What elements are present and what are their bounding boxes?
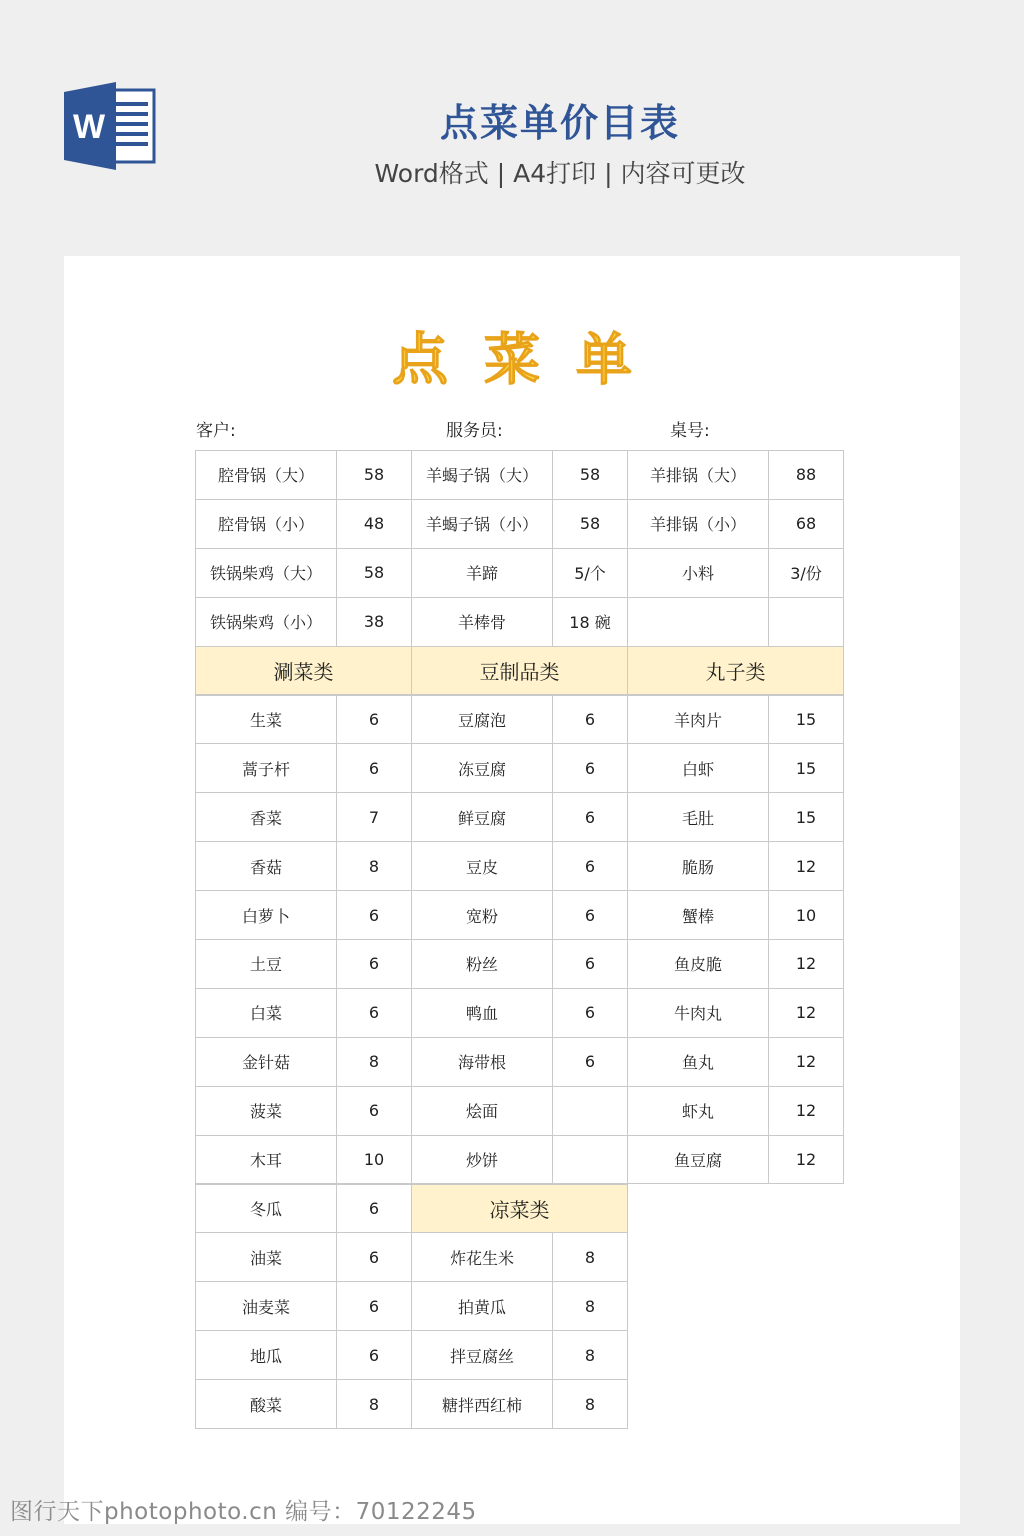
price-cell: 12	[768, 1037, 844, 1087]
item-cell: 白萝卜	[195, 890, 337, 940]
price-cell: 8	[552, 1281, 628, 1331]
item-cell: 羊排锅（大）	[627, 450, 769, 500]
item-cell: 羊蹄	[411, 548, 553, 598]
item-cell: 小料	[627, 548, 769, 598]
item-cell: 炒饼	[411, 1135, 553, 1185]
item-cell: 腔骨锅（小）	[195, 499, 337, 549]
item-cell: 脆肠	[627, 841, 769, 891]
price-cell: 12	[768, 1086, 844, 1136]
price-cell: 8	[336, 841, 412, 891]
price-cell: 58	[552, 499, 628, 549]
price-cell: 8	[552, 1330, 628, 1380]
price-cell: 8	[552, 1232, 628, 1282]
item-cell: 土豆	[195, 939, 337, 989]
price-cell: 6	[336, 1184, 412, 1234]
price-cell: 6	[336, 890, 412, 940]
price-cell: 12	[768, 1135, 844, 1185]
word-logo-icon	[64, 82, 156, 170]
item-cell: 铁锅柴鸡（大）	[195, 548, 337, 598]
item-cell: 白菜	[195, 988, 337, 1038]
price-cell: 6	[336, 1086, 412, 1136]
price-cell	[552, 1135, 628, 1185]
item-cell: 白虾	[627, 743, 769, 793]
item-cell: 木耳	[195, 1135, 337, 1185]
document-page	[64, 256, 960, 1524]
price-cell: 6	[336, 939, 412, 989]
price-cell: 48	[336, 499, 412, 549]
price-cell: 18 碗	[552, 597, 628, 647]
item-cell: 鱼豆腐	[627, 1135, 769, 1185]
item-cell: 油麦菜	[195, 1281, 337, 1331]
price-cell: 6	[552, 792, 628, 842]
menu-title: 点菜单	[392, 327, 668, 393]
waiter-field-label: 服务员:	[446, 421, 503, 441]
item-cell: 腔骨锅（大）	[195, 450, 337, 500]
item-cell: 海带根	[411, 1037, 553, 1087]
section-header: 豆制品类	[411, 646, 628, 696]
page-subtitle: Word格式 | A4打印 | 内容可更改	[374, 159, 746, 188]
item-cell: 酸菜	[195, 1379, 337, 1429]
section-header: 凉菜类	[411, 1184, 628, 1234]
item-cell: 油菜	[195, 1232, 337, 1282]
price-cell: 6	[336, 1232, 412, 1282]
item-cell: 香菜	[195, 792, 337, 842]
price-cell: 15	[768, 792, 844, 842]
price-cell: 7	[336, 792, 412, 842]
item-cell: 蒿子杆	[195, 743, 337, 793]
item-cell: 冬瓜	[195, 1184, 337, 1234]
price-cell: 6	[336, 988, 412, 1038]
price-cell: 10	[336, 1135, 412, 1185]
price-cell: 6	[552, 743, 628, 793]
price-cell: 8	[336, 1379, 412, 1429]
item-cell: 生菜	[195, 695, 337, 745]
item-cell: 毛肚	[627, 792, 769, 842]
item-cell: 虾丸	[627, 1086, 769, 1136]
price-cell: 8	[552, 1379, 628, 1429]
price-cell	[552, 1086, 628, 1136]
price-cell: 6	[336, 743, 412, 793]
price-cell: 12	[768, 939, 844, 989]
table-number-field-label: 桌号:	[670, 421, 710, 441]
item-cell: 牛肉丸	[627, 988, 769, 1038]
price-cell: 6	[336, 695, 412, 745]
item-cell: 鱼皮脆	[627, 939, 769, 989]
item-cell: 糖拌西红柿	[411, 1379, 553, 1429]
item-cell: 烩面	[411, 1086, 553, 1136]
price-cell: 88	[768, 450, 844, 500]
price-cell: 6	[552, 890, 628, 940]
price-cell: 38	[336, 597, 412, 647]
price-cell: 12	[768, 841, 844, 891]
price-cell	[768, 597, 844, 647]
price-cell: 3/份	[768, 548, 844, 598]
section-header: 涮菜类	[195, 646, 412, 696]
price-cell: 68	[768, 499, 844, 549]
item-cell: 拍黄瓜	[411, 1281, 553, 1331]
price-cell: 6	[552, 1037, 628, 1087]
item-cell: 羊棒骨	[411, 597, 553, 647]
price-cell: 6	[552, 939, 628, 989]
item-cell: 鸭血	[411, 988, 553, 1038]
section-header: 丸子类	[627, 646, 844, 696]
item-cell: 金针菇	[195, 1037, 337, 1087]
item-cell: 鱼丸	[627, 1037, 769, 1087]
item-cell: 香菇	[195, 841, 337, 891]
price-cell: 58	[552, 450, 628, 500]
item-cell: 鲜豆腐	[411, 792, 553, 842]
item-cell: 菠菜	[195, 1086, 337, 1136]
price-cell: 6	[552, 695, 628, 745]
item-cell: 宽粉	[411, 890, 553, 940]
price-cell: 12	[768, 988, 844, 1038]
item-cell: 蟹棒	[627, 890, 769, 940]
item-cell: 羊肉片	[627, 695, 769, 745]
price-cell: 15	[768, 695, 844, 745]
item-cell	[627, 597, 769, 647]
item-cell: 粉丝	[411, 939, 553, 989]
page-title: 点菜单价目表	[439, 101, 680, 145]
price-cell: 6	[336, 1281, 412, 1331]
item-cell: 地瓜	[195, 1330, 337, 1380]
price-cell: 6	[552, 841, 628, 891]
item-cell: 豆皮	[411, 841, 553, 891]
price-cell: 5/个	[552, 548, 628, 598]
item-cell: 羊蝎子锅（小）	[411, 499, 553, 549]
price-cell: 8	[336, 1037, 412, 1087]
price-cell: 15	[768, 743, 844, 793]
item-cell: 羊蝎子锅（大）	[411, 450, 553, 500]
customer-field-label: 客户:	[196, 421, 236, 441]
item-cell: 铁锅柴鸡（小）	[195, 597, 337, 647]
item-cell: 冻豆腐	[411, 743, 553, 793]
price-cell: 10	[768, 890, 844, 940]
item-cell: 拌豆腐丝	[411, 1330, 553, 1380]
word-logo-letter: W	[72, 108, 106, 146]
item-cell: 羊排锅（小）	[627, 499, 769, 549]
item-cell: 豆腐泡	[411, 695, 553, 745]
price-cell: 58	[336, 548, 412, 598]
price-cell: 6	[552, 988, 628, 1038]
item-cell: 炸花生米	[411, 1232, 553, 1282]
watermark: 图行天下photophoto.cn 编号：70122245	[10, 1499, 477, 1525]
price-cell: 58	[336, 450, 412, 500]
price-cell: 6	[336, 1330, 412, 1380]
